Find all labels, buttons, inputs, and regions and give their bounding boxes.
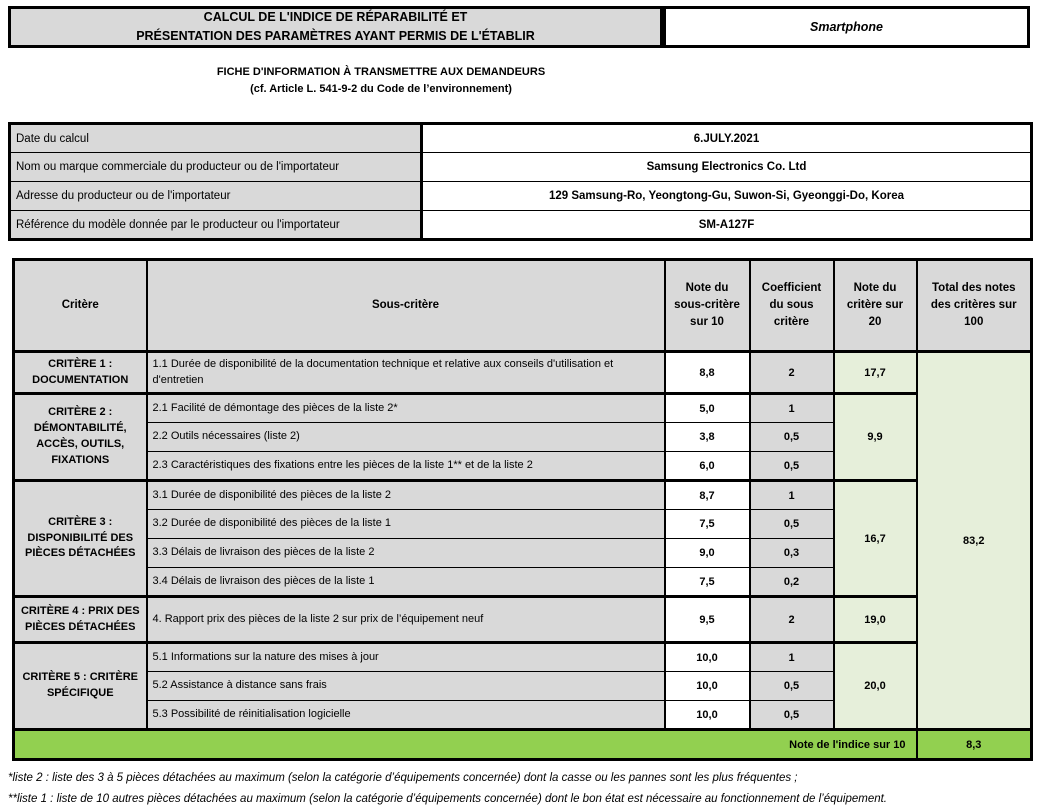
info-value-producer: Samsung Electronics Co. Ltd (422, 153, 1032, 182)
subcriterion-5-1-coeff: 1 (750, 643, 834, 672)
criterion-2-note-20: 9,9 (834, 394, 917, 481)
row-3-1 (14, 481, 1032, 510)
footnotes (8, 768, 1032, 809)
col-header-sous-critere: Sous-critère (147, 260, 665, 352)
score-table (12, 258, 1033, 761)
subcriterion-3-4-label: 3.4 Délais de livraison des pièces de la liste 1 (147, 568, 665, 597)
document-subtitle (0, 64, 762, 98)
criterion-3-name: CRITÈRE 3 : DISPONIBILITÉ DES PIÈCES DÉTACHÉES (14, 481, 147, 597)
info-value-date: 6.JULY.2021 (422, 124, 1032, 153)
subcriterion-3-2-note: 7,5 (665, 510, 750, 539)
info-value-address: 129 Samsung-Ro, Yeongtong-Gu, Suwon-Si, Gyeonggi-Do, Korea (422, 182, 1032, 211)
col-header-coefficient: Coefficient du sous critère (750, 260, 834, 352)
criterion-5-note-20: 20,0 (834, 643, 917, 730)
info-row-address (10, 182, 1032, 211)
subcriterion-1-1-coeff: 2 (750, 352, 834, 394)
subcriterion-3-3-label: 3.3 Délais de livraison des pièces de la liste 2 (147, 539, 665, 568)
subcriterion-3-4-coeff: 0,2 (750, 568, 834, 597)
subcriterion-5-2-label: 5.2 Assistance à distance sans frais (147, 672, 665, 701)
subcriterion-2-1-coeff: 1 (750, 394, 834, 423)
subcriterion-5-1-note: 10,0 (665, 643, 750, 672)
info-row-producer (10, 153, 1032, 182)
subcriterion-5-3-coeff: 0,5 (750, 701, 834, 730)
subcriterion-2-2-coeff: 0,5 (750, 423, 834, 452)
subcriterion-5-3-label: 5.3 Possibilité de réinitialisation logicielle (147, 701, 665, 730)
info-value-model: SM-A127F (422, 211, 1032, 240)
subcriterion-5-1-label: 5.1 Informations sur la nature des mises à jour (147, 643, 665, 672)
subtitle-line1: FICHE D'INFORMATION À TRANSMETTRE AUX DEMANDEURS (216, 66, 546, 78)
info-row-date (10, 124, 1032, 153)
producer-info-table (8, 122, 1033, 241)
subcriterion-3-2-coeff: 0,5 (750, 510, 834, 539)
subcriterion-3-4-note: 7,5 (665, 568, 750, 597)
footnote-liste-2: *liste 2 : liste des 3 à 5 pièces détachées au maximum (selon la catégorie d’équipements concernée) dont la casse ou les pannes sont les plus fréquentes ; (8, 772, 798, 784)
col-header-total: Total des notes des critères sur 100 (917, 260, 1032, 352)
subcriterion-4-coeff: 2 (750, 597, 834, 643)
subcriterion-3-1-coeff: 1 (750, 481, 834, 510)
criterion-4-name: CRITÈRE 4 : PRIX DES PIÈCES DÉTACHÉES (14, 597, 147, 643)
subtitle-line2: (cf. Article L. 541-9-2 du Code de l’environnement) (250, 83, 512, 96)
subcriterion-3-3-note: 9,0 (665, 539, 750, 568)
col-header-note-sous-critere: Note du sous-critère sur 10 (665, 260, 750, 352)
document-title-line1: CALCUL DE L'INDICE DE RÉPARABILITÉ ET (203, 10, 468, 25)
subcriterion-2-3-label: 2.3 Caractéristiques des fixations entre les pièces de la liste 1** et de la liste 2 (147, 452, 665, 481)
subcriterion-5-3-note: 10,0 (665, 701, 750, 730)
subcriterion-4-note: 9,5 (665, 597, 750, 643)
row-1-1 (14, 352, 1032, 394)
criterion-1-note-20: 17,7 (834, 352, 917, 394)
product-category: Smartphone (810, 20, 883, 34)
subcriterion-2-2-note: 3,8 (665, 423, 750, 452)
total-notes-100: 83,2 (917, 352, 1032, 730)
subcriterion-2-3-coeff: 0,5 (750, 452, 834, 481)
criterion-5-name: CRITÈRE 5 : CRITÈRE SPÉCIFIQUE (14, 643, 147, 730)
subcriterion-1-1-note: 8,8 (665, 352, 750, 394)
final-score-value: 8,3 (917, 730, 1032, 760)
info-row-model (10, 211, 1032, 240)
criterion-3-note-20: 16,7 (834, 481, 917, 597)
subcriterion-2-1-note: 5,0 (665, 394, 750, 423)
row-5-1 (14, 643, 1032, 672)
info-label-date: Date du calcul (10, 124, 422, 153)
criterion-2-name: CRITÈRE 2 : DÉMONTABILITÉ, ACCÈS, OUTILS, FIXATIONS (14, 394, 147, 481)
col-header-critere: Critère (14, 260, 147, 352)
col-header-note-critere: Note du critère sur 20 (834, 260, 917, 352)
final-score-row (14, 730, 1032, 760)
subcriterion-1-1-label: 1.1 Durée de disponibilité de la documentation technique et relative aux conseils d'utilisation et d'entretien (147, 352, 665, 394)
row-4 (14, 597, 1032, 643)
score-table-header-row (14, 260, 1032, 352)
info-label-producer: Nom ou marque commerciale du producteur ou de l'importateur (10, 153, 422, 182)
subcriterion-2-1-label: 2.1 Facilité de démontage des pièces de la liste 2* (147, 394, 665, 423)
subcriterion-4-label: 4. Rapport prix des pièces de la liste 2 sur prix de l’équipement neuf (147, 597, 665, 643)
subcriterion-3-3-coeff: 0,3 (750, 539, 834, 568)
row-2-1 (14, 394, 1032, 423)
subcriterion-3-1-note: 8,7 (665, 481, 750, 510)
document-title (8, 6, 663, 48)
subcriterion-3-2-label: 3.2 Durée de disponibilité des pièces de la liste 1 (147, 510, 665, 539)
final-score-label: Note de l'indice sur 10 (14, 730, 917, 760)
subcriterion-2-2-label: 2.2 Outils nécessaires (liste 2) (147, 423, 665, 452)
product-category-box (663, 6, 1030, 48)
subcriterion-2-3-note: 6,0 (665, 452, 750, 481)
subcriterion-5-2-coeff: 0,5 (750, 672, 834, 701)
info-label-address: Adresse du producteur ou de l'importateur (10, 182, 422, 211)
subcriterion-3-1-label: 3.1 Durée de disponibilité des pièces de la liste 2 (147, 481, 665, 510)
info-label-model: Référence du modèle donnée par le producteur ou l'importateur (10, 211, 422, 240)
criterion-1-name: CRITÈRE 1 : DOCUMENTATION (14, 352, 147, 394)
criterion-4-note-20: 19,0 (834, 597, 917, 643)
subcriterion-5-2-note: 10,0 (665, 672, 750, 701)
footnote-liste-1: **liste 1 : liste de 10 autres pièces détachées au maximum (selon la catégorie d’équipements concernée) dont le bon état est nécessaire au fonctionnement de l’équipement. (8, 792, 887, 805)
document-title-line2: PRÉSENTATION DES PARAMÈTRES AYANT PERMIS DE L'ÉTABLIR (136, 29, 535, 43)
